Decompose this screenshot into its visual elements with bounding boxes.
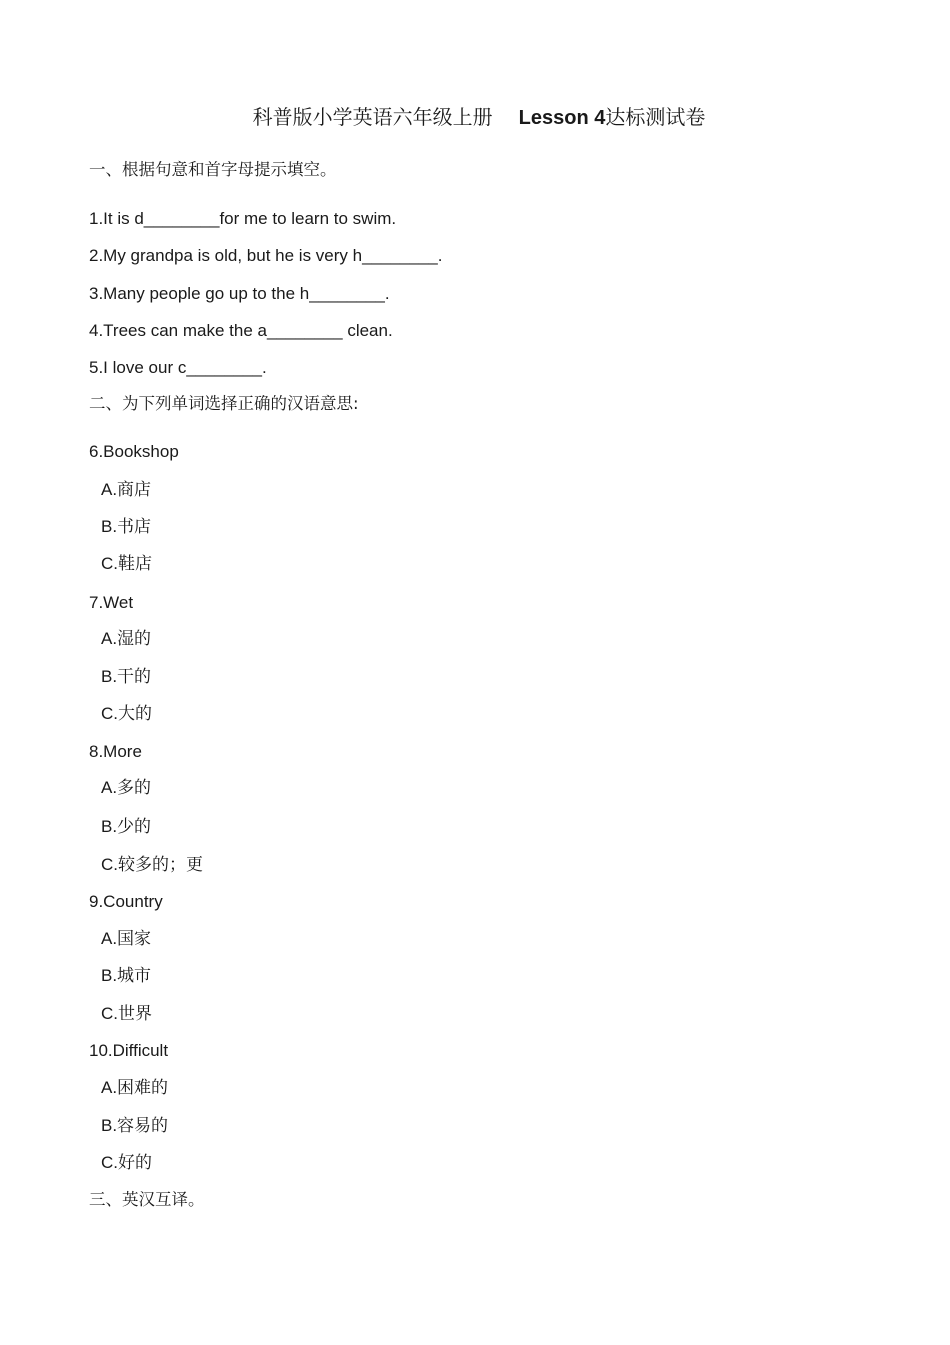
- question-word-9: 9.Country: [89, 892, 163, 911]
- document-title: [0, 103, 950, 132]
- option-6c: C.鞋店: [101, 554, 152, 573]
- fill-blank-item-1: 1.It is d________for me to learn to swim.: [89, 209, 397, 228]
- option-10b: B.容易的: [101, 1116, 169, 1135]
- question-word-8: 8.More: [89, 742, 142, 761]
- section3-heading: 三、英汉互译。: [89, 1190, 205, 1209]
- fill-blank-item-3: 3.Many people go up to the h________.: [89, 284, 390, 303]
- option-6a: A.商店: [101, 480, 152, 499]
- question-word-6: 6.Bookshop: [89, 442, 179, 461]
- question-word-7: 7.Wet: [89, 593, 134, 612]
- option-10a: A.困难的: [101, 1078, 169, 1097]
- option-9b: B.城市: [101, 966, 152, 985]
- fill-blank-item-5: 5.I love our c________.: [89, 358, 267, 377]
- fill-blank-item-4: 4.Trees can make the a________ clean.: [89, 321, 393, 340]
- fill-blank-item-2: 2.My grandpa is old, but he is very h________.: [89, 246, 443, 265]
- section1-heading: 一、根据句意和首字母提示填空。: [89, 160, 337, 179]
- option-10c: C.好的: [101, 1153, 152, 1172]
- option-6b: B.书店: [101, 517, 152, 536]
- option-7c: C.大的: [101, 704, 152, 723]
- option-9a: A.国家: [101, 929, 152, 948]
- option-7b: B.干的: [101, 667, 152, 686]
- option-9c: C.世界: [101, 1004, 152, 1023]
- section2-heading: 二、为下列单词选择正确的汉语意思:: [89, 394, 359, 413]
- option-8c: C.较多的；更: [101, 855, 203, 874]
- option-7a: A.湿的: [101, 629, 152, 648]
- option-8a: A.多的: [101, 778, 152, 797]
- title-chinese-prefix: 科普版小学英语六年级上册: [252, 105, 493, 129]
- option-8b: B.少的: [101, 817, 152, 836]
- title-lesson: Lesson 4: [518, 107, 606, 129]
- question-word-10: 10.Difficult: [89, 1041, 169, 1060]
- title-chinese-suffix: 达标测试卷: [605, 105, 706, 129]
